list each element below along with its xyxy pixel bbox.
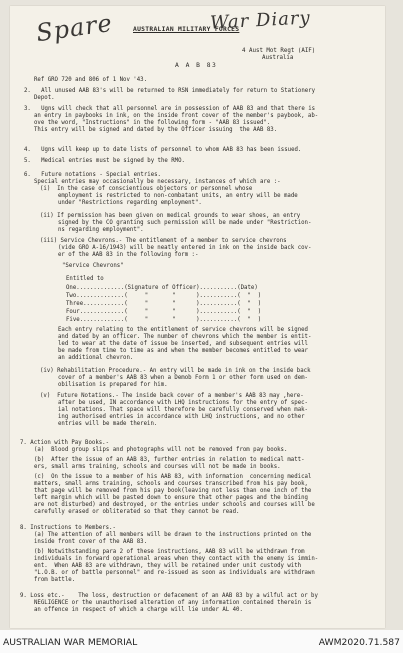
document-heading: AUSTRALIAN MILITARY FORCES — [133, 26, 240, 33]
document-line: Special entries may occasionally be necessary, instances of which are :- — [34, 179, 281, 185]
document-line: (b) After the issue of an AAB 83, further entries in relation to medical matt- — [34, 457, 305, 463]
document-line: Two..............( " " )...........( " ) — [66, 293, 262, 299]
document-line: an entry in paybooks in ink, on the inside front cover of the member's paybook, ab- — [34, 113, 319, 119]
footer-reference-number: AWM2020.71.587 — [318, 637, 400, 648]
document-line: ent. When AAB 83 are withdrawn, they will be retained under unit custody with — [34, 563, 302, 569]
document-line: "Service Chevrons" — [62, 263, 124, 269]
document-line: cover of a member's AAB 83 when a Demob Form 1 or other form used on dem- — [58, 375, 308, 381]
document-line: carefully erased or obliterated so that they cannot be read. — [34, 509, 240, 515]
document-line: 9. Loss etc.- The loss, destruction or defacement of an AAB 83 by a wilful act or by — [20, 593, 318, 599]
document-page — [10, 6, 385, 628]
document-line: (iii) Service Chevrons.- The entitlement of a member to service chevrons — [40, 238, 287, 244]
document-line: (c) On the issue to a member of his AAB 83, with information concerning medical — [34, 474, 312, 480]
document-line: Five.............( " " )...........( " ) — [66, 317, 262, 323]
unit-line-2: Australia — [262, 55, 294, 61]
document-line: matters, small arms training, schools and courses transcribed from his pay book, — [34, 481, 308, 487]
document-line: Three............( " " )...........( " ) — [66, 301, 262, 307]
document-line: er of the AAB 83 in the following form :- — [58, 252, 199, 258]
document-line: after be used, IN accordance with LHQ instructions for the entry of spec- — [58, 400, 308, 406]
document-line: Four.............( " " )...........( " ) — [66, 309, 262, 315]
document-line: This entry will be signed and dated by the Officer issuing the AAB 83. — [34, 127, 278, 133]
document-line: 5. Medical entries must be signed by the RMO. — [24, 158, 185, 164]
unit-line-1: 4 Aust Mot Regt (AIF) — [242, 48, 316, 54]
document-line: (b) Notwithstanding para 2 of these instructions, AAB 83 will be withdrawn from — [34, 549, 305, 555]
document-line: that page will be removed from his pay book(leaving not less than one inch of the — [34, 488, 312, 494]
document-line: (iv) Rehabilitation Procedure.- An entry will be made in ink on the inside back — [40, 368, 311, 374]
document-line: 7. Action with Pay Books.- — [20, 440, 110, 446]
document-line: ers, small arms training, schools and courses will not be made in books. — [34, 464, 281, 470]
document-line: employment is restricted to non-combatant units, an entry will be made — [58, 193, 298, 199]
document-line: (a) Blood group slips and photographs will not be removed from pay books. — [34, 447, 288, 453]
document-line: signed by the CO granting such permission will be made under "Restriction- — [58, 220, 312, 226]
document-line: 8. Instructions to Members.- — [20, 525, 116, 531]
unit-designation — [242, 48, 315, 62]
document-line: and dated by an officer. The number of chevrons which the member is entit- — [58, 334, 312, 340]
document-line: (vide GRO A-16/1943) will be neatly entered in ink on the inside back cov- — [58, 245, 312, 251]
document-line: obilisation is prepared for him. — [58, 382, 168, 388]
handwritten-spare-note: Spare — [34, 8, 115, 48]
document-line: (a) The attention of all members will be drawn to the instructions printed on the — [34, 532, 312, 538]
document-line: "L.O.B. or of battle personnel" and re-issued as soon as individuals are withdrawn — [34, 570, 315, 576]
document-line: ove the word, "Instructions" in the following form - "AAB 83 issued". — [34, 120, 271, 126]
document-line: (ii) If permission has been given on medical grounds to wear shoes, an entry — [40, 213, 301, 219]
document-line: NEGLIGENCE or the unauthorised alteration of any information contained therein is — [34, 600, 312, 606]
document-line: an additional chevron. — [58, 355, 134, 361]
document-line: (v) Future Notations.- The inside back cover of a member's AAB 83 may ,here- — [40, 393, 304, 399]
document-line: Ref GRO 720 and 806 of 1 Nov '43. — [34, 77, 147, 83]
document-line: under "Restrictions regarding employment". — [58, 200, 202, 206]
document-line: led to wear at the date of issue be inserted, and subsequent entries will — [58, 341, 308, 347]
footer-institution: AUSTRALIAN WAR MEMORIAL — [3, 637, 138, 648]
document-line: 6. Future notations - Special entries. — [24, 172, 161, 178]
document-line: entries will be made therein. — [58, 421, 158, 427]
document-line: left margin which will be pasted down to ensure that other pages and the binding — [34, 495, 308, 501]
document-line: ing authorised entries in accordance with LHQ instructions, and no other — [58, 414, 305, 420]
document-line: inside front cover of the AAB 83. — [34, 539, 147, 545]
document-line: ns regarding employment". — [58, 227, 144, 233]
document-line: individuals in forward operational areas when they contact with the enemy is immin- — [34, 556, 319, 562]
document-line: 2. All unused AAB 83's will be returned to RSN immediately for return to Stationery — [24, 88, 316, 94]
document-line: Each entry relating to the entitlement of service chevrons will be signed — [58, 327, 308, 333]
document-line: 4. Ugns will keep up to date lists of personnel to whom AAB 83 has been issued. — [24, 147, 302, 153]
document-line: from battle. — [34, 577, 76, 583]
archive-footer — [0, 630, 403, 653]
handwritten-war-diary-note: War Diary — [209, 7, 312, 34]
document-line: (i) In the case of conscientious objectors or personnel whose — [40, 186, 253, 192]
form-title: A A B 83 — [175, 62, 218, 69]
document-line: an offence in respect of which a charge will lie under AL 40. — [34, 607, 243, 613]
document-line: are not disturbed) and destroyed, or the entries under schools and courses will be — [34, 502, 315, 508]
document-line: be made from time to time as and when the member becomes entitled to wear — [58, 348, 308, 354]
document-line: Entitled to — [66, 276, 104, 282]
document-line: ial notations. That space will therefore be carefully conserved when mak- — [58, 407, 308, 413]
document-line: Depot. — [34, 95, 55, 101]
document-line: 3. Ugns will check that all personnel are in possession of AAB 83 and that there is — [24, 106, 316, 112]
document-line: One..............(Signature of Officer)...........(Date) — [66, 285, 258, 291]
